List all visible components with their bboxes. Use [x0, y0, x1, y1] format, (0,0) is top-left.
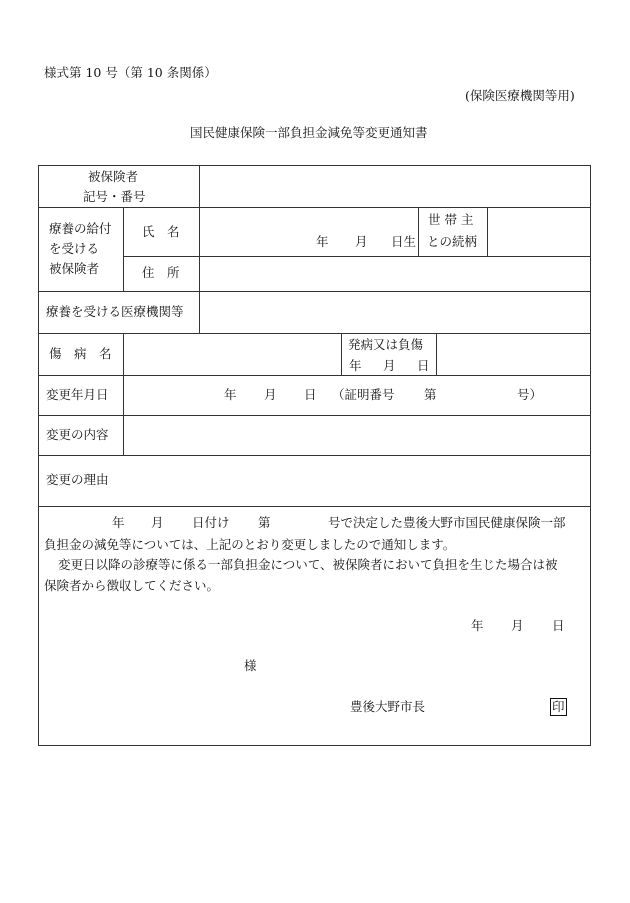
table-row-divider [38, 375, 591, 376]
issue-day-label: 日 [552, 618, 565, 633]
table-col-divider [418, 207, 419, 256]
birth-year-label: 年 [316, 234, 329, 249]
table-row-divider [38, 207, 591, 208]
certificate-dai-label: 第 [424, 387, 437, 402]
mayor-title: 豊後大野市長 [350, 699, 426, 714]
insured-number-label: 記号・番号 [83, 189, 146, 204]
seal-mark: 印 [552, 699, 565, 714]
form-number: 様式第 10 号（第 10 条関係） [44, 65, 217, 80]
table-col-divider [123, 333, 124, 455]
change-date-label: 変更年月日 [46, 387, 109, 402]
certificate-go-label: 号） [517, 387, 543, 402]
address-label: 住 所 [142, 265, 180, 280]
household-relation-label: との続柄 [427, 234, 478, 249]
table-col-divider [341, 333, 342, 375]
notice-number-dai: 第 [258, 515, 271, 530]
notice-date-month: 月 [151, 515, 164, 530]
notice-line-2: 負担金の減免等については、上記のとおり変更しましたので通知します。 [44, 537, 456, 552]
issue-year-label: 年 [471, 618, 484, 633]
recipient-label: を受ける [49, 241, 100, 256]
onset-month-label: 月 [383, 358, 396, 373]
household-head-label: 世 帯 主 [428, 212, 474, 227]
birth-month-label: 月 [355, 234, 368, 249]
table-row-divider [123, 256, 591, 257]
issue-month-label: 月 [511, 618, 524, 633]
recipient-label: 被保険者 [49, 261, 100, 276]
change-year-label: 年 [224, 387, 237, 402]
onset-year-label: 年 [349, 358, 362, 373]
recipient-label: 療養の給付 [49, 221, 112, 236]
table-col-divider [123, 207, 124, 291]
table-col-divider [487, 207, 488, 256]
change-content-label: 変更の内容 [46, 427, 109, 442]
injury-label: 傷 病 名 [49, 346, 112, 361]
birth-day-label: 日生 [391, 234, 417, 249]
table-row-divider [38, 291, 591, 292]
honorific-sama: 様 [244, 658, 257, 673]
onset-day-label: 日 [417, 358, 430, 373]
table-border-bottom [38, 745, 591, 746]
notice-line-1: 号で決定した豊後大野市国民健康保険一部 [328, 515, 566, 530]
name-label: 氏 名 [142, 224, 180, 239]
notice-line-3: 変更日以降の診療等に係る一部負担金について、被保険者において負担を生じた場合は被 [58, 557, 558, 572]
table-row-divider [38, 415, 591, 416]
certificate-number-label: （証明番号 [332, 387, 395, 402]
table-col-divider [436, 333, 437, 375]
table-row-divider [38, 455, 591, 456]
table-row-divider [38, 333, 591, 334]
table-row-divider [38, 506, 591, 507]
facility-label: 療養を受ける医療機関等 [46, 304, 184, 319]
document-title: 国民健康保険一部負担金減免等変更通知書 [190, 125, 428, 140]
table-border-top [38, 165, 591, 166]
table-col-divider [199, 165, 200, 333]
notice-date-suffix: 日付け [192, 515, 230, 530]
change-day-label: 日 [304, 387, 317, 402]
insured-label: 被保険者 [88, 169, 139, 184]
onset-label: 発病又は負傷 [348, 337, 424, 352]
change-month-label: 月 [264, 387, 277, 402]
notice-line-4: 保険者から徴収してください。 [44, 578, 220, 593]
table-border-right [590, 165, 591, 746]
notice-date-year: 年 [112, 515, 125, 530]
usage-note: (保険医療機関等用) [465, 88, 575, 103]
table-border-left [38, 165, 39, 746]
change-reason-label: 変更の理由 [46, 472, 109, 487]
